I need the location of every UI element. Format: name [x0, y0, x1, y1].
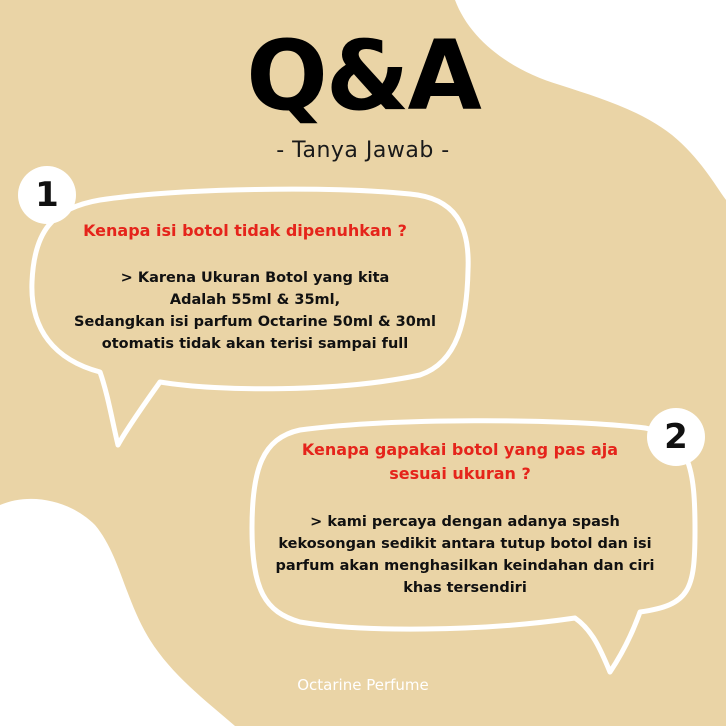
brand-footer: Octarine Perfume — [297, 676, 429, 694]
answer-1 — [40, 267, 470, 355]
answer-2 — [245, 511, 685, 599]
answer-1-line-1: > Karena Ukuran Botol yang kita — [120, 270, 390, 286]
page-title: Q&A — [246, 20, 480, 132]
question-2-line-2: sesuai ukuran ? — [389, 464, 531, 483]
answer-1-line-4: otomatis tidak akan terisi sampai full — [101, 336, 409, 352]
answer-2-line-1: > kami percaya dengan adanya spash — [310, 514, 620, 530]
answer-1-line-2: Adalah 55ml & 35ml, — [169, 292, 341, 308]
question-2-line-1: Kenapa gapakai botol yang pas aja — [301, 440, 619, 459]
answer-1-line-3: Sedangkan isi parfum Octarine 50ml & 30ml — [74, 314, 436, 330]
page-subtitle: - Tanya Jawab - — [276, 138, 450, 163]
number-badge-2: 2 — [647, 408, 705, 466]
answer-2-line-4: khas tersendiri — [403, 580, 527, 596]
question-1: Kenapa isi botol tidak dipenuhkan ? — [83, 221, 407, 240]
answer-2-line-2: kekosongan sedikit antara tutup botol dan isi — [278, 536, 652, 552]
answer-2-line-3: parfum akan menghasilkan keindahan dan ciri — [275, 558, 655, 574]
number-badge-1: 1 — [18, 166, 76, 224]
question-2 — [255, 438, 665, 486]
